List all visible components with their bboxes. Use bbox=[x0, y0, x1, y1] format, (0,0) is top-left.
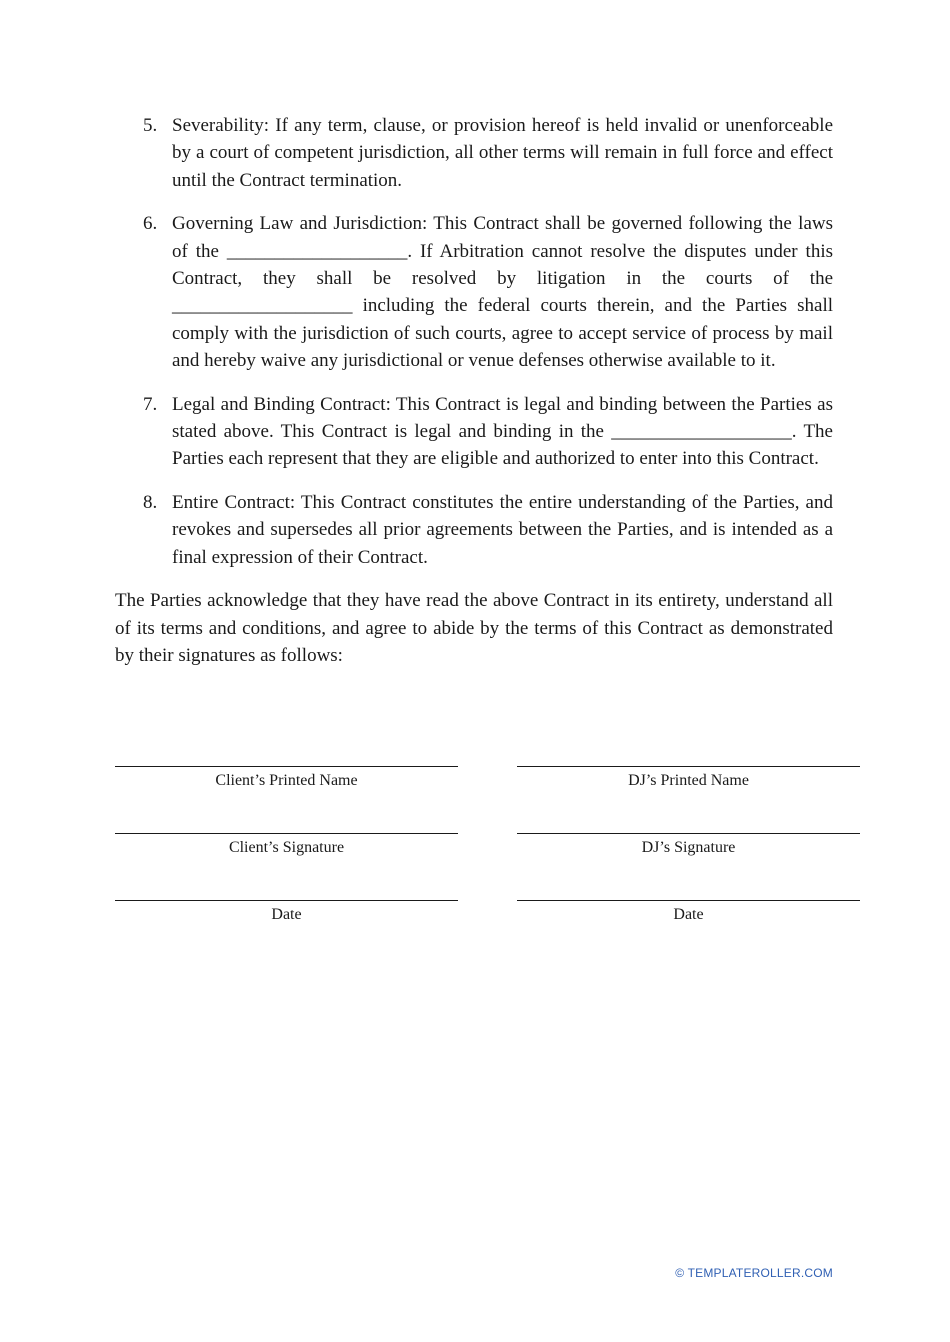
clause-text: Legal and Binding Contract: This Contract is legal and binding between the Parties as stated above. This Contract is legal and binding in the ___________________. The Parties each represent that they are eligible and authorized to enter into this Contract. bbox=[172, 393, 833, 470]
clause-number: 5. bbox=[143, 115, 158, 136]
signature-line bbox=[517, 766, 860, 767]
clause-6 bbox=[115, 210, 833, 374]
signature-row-printed-name bbox=[115, 744, 860, 811]
client-date-label: Date bbox=[271, 906, 302, 923]
acknowledgement-paragraph: The Parties acknowledge that they have read the above Contract in its entirety, understand all of its terms and conditions, and agree to abide by the terms of this Contract as demonstrated by their signatures as follows: bbox=[115, 590, 833, 666]
signature-line bbox=[115, 900, 458, 901]
signature-row-date bbox=[115, 878, 860, 945]
dj-signature-block[interactable] bbox=[517, 811, 860, 878]
clause-7 bbox=[115, 391, 833, 473]
clause-number: 7. bbox=[143, 393, 158, 415]
clause-number: 6. bbox=[143, 213, 158, 235]
clause-text: Governing Law and Jurisdiction: This Contract shall be governed following the laws of the ___________________. If Arbitration cannot resolve the disputes under this Contract, they shall be resolved by litigation in the courts of the ___________________ including the federal courts therein, and the Parties shall comply with the jurisdiction of such courts, agree to accept service of process by mail and hereby waive any jurisdictional or venue defenses otherwise available to it. bbox=[172, 213, 833, 372]
footer-copyright-link[interactable]: © TEMPLATEROLLER.COM bbox=[675, 1266, 833, 1280]
client-date-block[interactable] bbox=[115, 878, 458, 945]
signature-line bbox=[115, 766, 458, 767]
dj-date-label: Date bbox=[673, 906, 704, 923]
clause-list bbox=[115, 112, 833, 571]
clause-8 bbox=[115, 489, 833, 571]
dj-signature-label: DJ’s Signature bbox=[641, 839, 736, 856]
clause-5 bbox=[115, 112, 833, 194]
signature-line bbox=[115, 833, 458, 834]
signature-line bbox=[517, 833, 860, 834]
signature-row-signature bbox=[115, 811, 860, 878]
signature-section bbox=[115, 744, 860, 945]
client-signature-label: Client’s Signature bbox=[228, 839, 345, 856]
clause-text: Entire Contract: This Contract constitutes the entire understanding of the Parties, and revokes and supersedes all prior agreements between the Parties, and is intended as a final expression of their Contract. bbox=[172, 491, 833, 568]
clause-text: Severability: If any term, clause, or provision hereof is held invalid or unenforceable by a court of competent jurisdiction, all other terms will remain in full force and effect until the Contract termination. bbox=[172, 115, 833, 191]
dj-printed-name-label: DJ’s Printed Name bbox=[628, 772, 749, 789]
clause-number: 8. bbox=[143, 491, 158, 513]
client-signature-block[interactable] bbox=[115, 811, 458, 878]
document-body bbox=[115, 112, 833, 669]
dj-date-block[interactable] bbox=[517, 878, 860, 945]
signature-line bbox=[517, 900, 860, 901]
client-printed-name-label: Client’s Printed Name bbox=[215, 772, 358, 789]
client-printed-name-block[interactable] bbox=[115, 744, 458, 811]
dj-printed-name-block[interactable] bbox=[517, 744, 860, 811]
